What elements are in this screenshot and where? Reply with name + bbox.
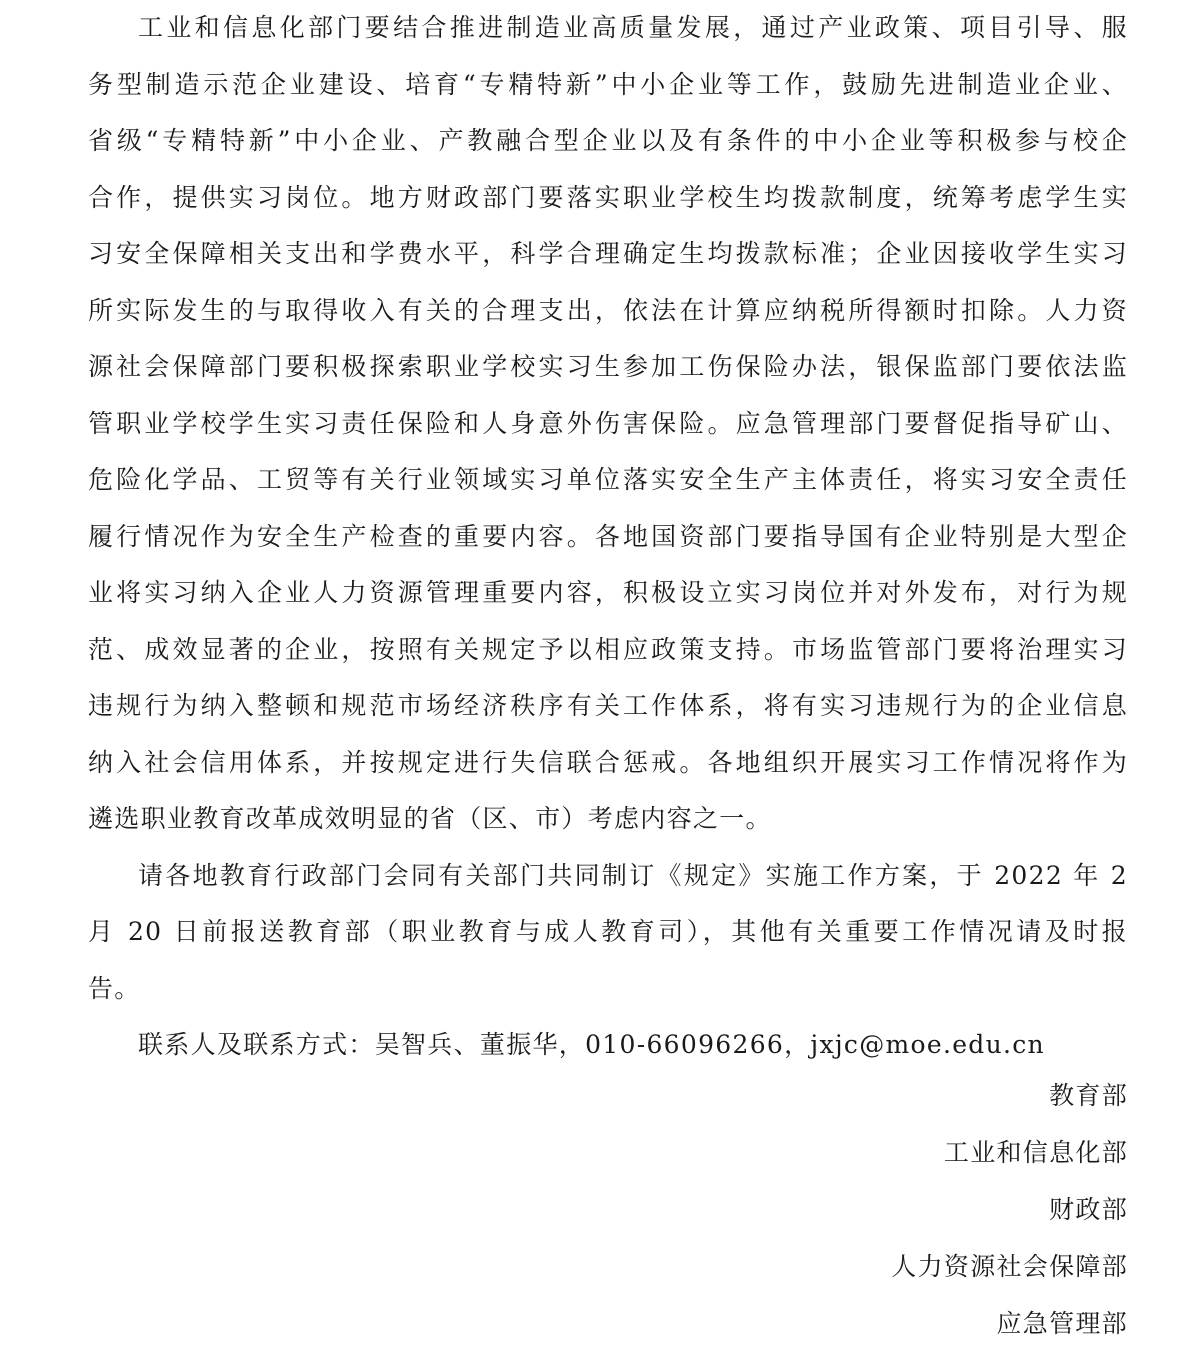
- text-line: 遴选职业教育改革成效明显的省（区、市）考虑内容之一。: [88, 804, 772, 833]
- text-line: 务型制造示范企业建设、培育“专精特新”中小企业等工作，鼓励先进制造业企业、: [88, 69, 1128, 99]
- text-line: 纳入社会信用体系，并按规定进行失信联合惩戒。各地组织开展实习工作情况将作为: [88, 747, 1128, 777]
- signatory-miit: 工业和信息化部: [943, 1138, 1128, 1167]
- contact-line: 联系人及联系方式：吴智兵、董振华，010-66096266，jxjc@moe.edu.cn: [138, 1030, 1045, 1059]
- paragraph-2: [88, 848, 1128, 1018]
- text-line: 请各地教育行政部门会同有关部门共同制订《规定》实施工作方案，于 2022 年 2: [138, 860, 1128, 890]
- text-line: 月 20 日前报送教育部（职业教育与成人教育司），其他有关重要工作情况请及时报: [88, 917, 1128, 946]
- signatory-moe: 教育部: [1049, 1081, 1128, 1110]
- text-line: 源社会保障部门要积极探索职业学校实习生参加工伤保险办法，银保监部门要依法监: [88, 352, 1128, 381]
- text-line: 工业和信息化部门要结合推进制造业高质量发展，通过产业政策、项目引导、服: [138, 13, 1128, 42]
- text-line: 范、成效显著的企业，按照有关规定予以相应政策支持。市场监管部门要将治理实习: [88, 634, 1128, 664]
- text-line: 管职业学校学生实习责任保险和人身意外伤害保险。应急管理部门要督促指导矿山、: [88, 408, 1128, 438]
- paragraph-1: [88, 0, 1128, 848]
- signatory-mem: 应急管理部: [996, 1309, 1128, 1338]
- text-line: 履行情况作为安全生产检查的重要内容。各地国资部门要指导国有企业特别是大型企: [88, 521, 1128, 551]
- text-line: 省级“专精特新”中小企业、产教融合型企业以及有条件的中小企业等积极参与校企: [88, 126, 1128, 155]
- text-line: 业将实习纳入企业人力资源管理重要内容，积极设立实习岗位并对外发布，对行为规: [88, 578, 1128, 607]
- document-body: [88, 0, 1128, 1074]
- signatory-mohrss: 人力资源社会保障部: [891, 1252, 1128, 1281]
- text-line: 所实际发生的与取得收入有关的合理支出，依法在计算应纳税所得额时扣除。人力资: [88, 295, 1128, 325]
- text-line: 违规行为纳入整顿和规范市场经济秩序有关工作体系，将有实习违规行为的企业信息: [88, 691, 1128, 720]
- text-line: 危险化学品、工贸等有关行业领域实习单位落实安全生产主体责任，将实习安全责任: [88, 465, 1128, 494]
- text-line: 告。: [88, 973, 141, 1003]
- signatory-mof: 财政部: [1049, 1195, 1128, 1224]
- text-line: 合作，提供实习岗位。地方财政部门要落实职业学校生均拨款制度，统筹考虑学生实: [88, 182, 1128, 212]
- text-line: 习安全保障相关支出和学费水平，科学合理确定生均拨款标准；企业因接收学生实习: [88, 239, 1128, 268]
